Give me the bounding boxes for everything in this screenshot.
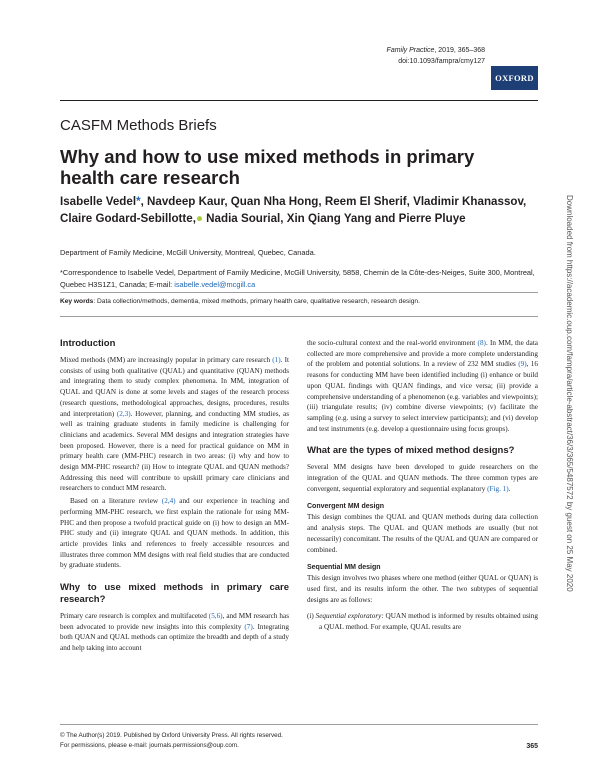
list-item-label: (i) (307, 612, 314, 621)
keywords-list: : Data collection/methods, dementia, mixed methods, primary health care, qualitative research, research design. (93, 298, 420, 305)
download-note: Downloaded from https://academic.oup.com/fampra/article-abstract/36/3/365/5487572 by guest on 25 May 2020 (565, 195, 574, 592)
keywords-label: Key words (60, 298, 94, 305)
sequential-heading: Sequential MM design (307, 564, 381, 572)
author-last: Nadia Sourial, Xin Qiang Yang and Pierre Pluye (202, 211, 466, 225)
journal-name: Family Practice (386, 47, 435, 54)
header-divider (60, 100, 538, 101)
correspondence-email-link[interactable]: isabelle.vedel@mcgill.ca (174, 280, 256, 289)
intro-paragraph-2: Based on a literature review (2,4) and our experience in teaching and performing MM-PHC research, we first explain the rationale for using MM-PHC and then propose a twofold practical guide on (i) how to design an MM-PHC study and (ii) integrate QUAL and QUAN methods. In addition, this article provides links and references to freely accessible resources and illustrates three common MM designs with real field studies that are conducted by graduate students. (60, 497, 289, 570)
right-column (307, 338, 538, 633)
author-first: Isabelle Vedel (60, 195, 137, 208)
continued-paragraph: the socio-cultural context and the real-world environment (8). In MM, the data collected are more comprehensive and provide a more complete understanding of the problem and potential solutions. In a review of 232 MM studies (9), 16 reasons for conducting MM have been identified including (i) enhance or build upon QUAL findings with QUAN findings, and vice versa; (ii) provide a comprehensive understanding of a phenomenon (e.g. variables and viewpoints); (iii) triangulate results; (iv) combine diverse viewpoints; (v) facilitate the sampling (e.g. using a survey to select interview participants); and (vi) develop and test instruments (e.g. develop a questionnaire using focus groups). (307, 339, 539, 433)
author-middle: , Navdeep Kaur, Quan Nha Hong, Reem El Sherif, Vladimir Khanassov, Claire Godard-Sebillotte, (60, 195, 527, 225)
convergent-heading: Convergent MM design (307, 503, 385, 511)
author-list (60, 194, 530, 227)
keywords (60, 298, 420, 305)
list-item-term: Sequential exploratory: (315, 612, 384, 621)
list-item (307, 611, 538, 632)
orcid-icon[interactable]: ● (195, 211, 203, 225)
keywords-divider-bottom (60, 316, 538, 317)
sequential-paragraph: This design involves two phases where one method (either QUAL or QUAN) is used first, and its results inform the other. The two subtypes of sequential designs are as follows: (307, 574, 538, 604)
convergent-paragraph: This design combines the QUAL and QUAN methods during data collection and analysis steps. The QUAL and QUAN methods are usually (but not necessarily) concomitant. The results of the QUAL and QUAN are compared or combined. (307, 513, 538, 554)
page-number: 365 (526, 743, 538, 750)
citation-header (387, 45, 485, 67)
types-heading: What are the types of mixed method designs? (307, 445, 515, 457)
affiliation: Department of Family Medicine, McGill University, Montreal, Quebec, Canada. (60, 248, 316, 257)
article-title: Why and how to use mixed methods in primary health care research (60, 146, 475, 188)
footer-divider (60, 724, 538, 725)
left-column (60, 338, 289, 654)
oxford-logo: OXFORD (491, 66, 538, 90)
why-paragraph: Primary care research is complex and multifaceted (5,6), and MM research has been advocated to provide new insights into this complexity (7). Integrating both QUAN and QUAL methods can optimize the breadth and depth of a study and help taking into account (60, 612, 289, 653)
introduction-heading: Introduction (60, 338, 116, 349)
footer (60, 731, 283, 751)
copyright: © The Author(s) 2019. Published by Oxford University Press. All rights reserved. (60, 732, 283, 739)
keywords-divider-top (60, 292, 538, 293)
citation-pages: , 2019, 365–368 (434, 47, 485, 54)
correspondence-text: *Correspondence to Isabelle Vedel, Department of Family Medicine, McGill University, 5858, Chemin de la Côte-des-Neiges, Suite 300, Montreal, Quebec H3S1Z1, Canada; E-mail: (60, 268, 535, 289)
list-item-text: QUAN method is informed by results obtained using a QUAL method. For example, QUAL results are (319, 612, 538, 632)
section-label: CASFM Methods Briefs (60, 117, 217, 134)
permissions: For permissions, please e-mail: journals.permissions@oup.com. (60, 742, 239, 749)
correspondence (60, 267, 540, 291)
why-heading: Why to use mixed methods in primary care research? (60, 582, 289, 606)
types-paragraph: Several MM designs have been developed to guide researchers on the integration of the QUAL and QUAN methods. The three common types are convergent, sequential exploratory and sequential explanatory (Fig. 1). (307, 463, 538, 493)
doi: doi:10.1093/fampra/cmy127 (398, 58, 485, 65)
corresponding-author-mark: * (136, 195, 141, 208)
intro-paragraph-1: Mixed methods (MM) are increasingly popular in primary care research (1). It consists of using both qualitative (QUAL) and quantitative (QUAN) methods and integrating them to study complex phenomena. In MM, integration of QUAL and QUAN is done at some levels and stages of the research process (research questions, methodological approaches, designs, procedures, results and interpretation) (2,3). However, planning, and conducting MM studies, as well as training graduate students in family medicine is challenging for clinicians and academics. Several MM designs and integration strategies have been proposed. However, there is a need for practical guidance on MM in primary health care (MM-PHC) research in two areas: (i) why and how to design MM-PHC research? (ii) How to integrate QUAL and QUAN methods? Addressing this need will contribute to upskill primary care clinicians and researchers to conduct MM research. (60, 356, 290, 493)
